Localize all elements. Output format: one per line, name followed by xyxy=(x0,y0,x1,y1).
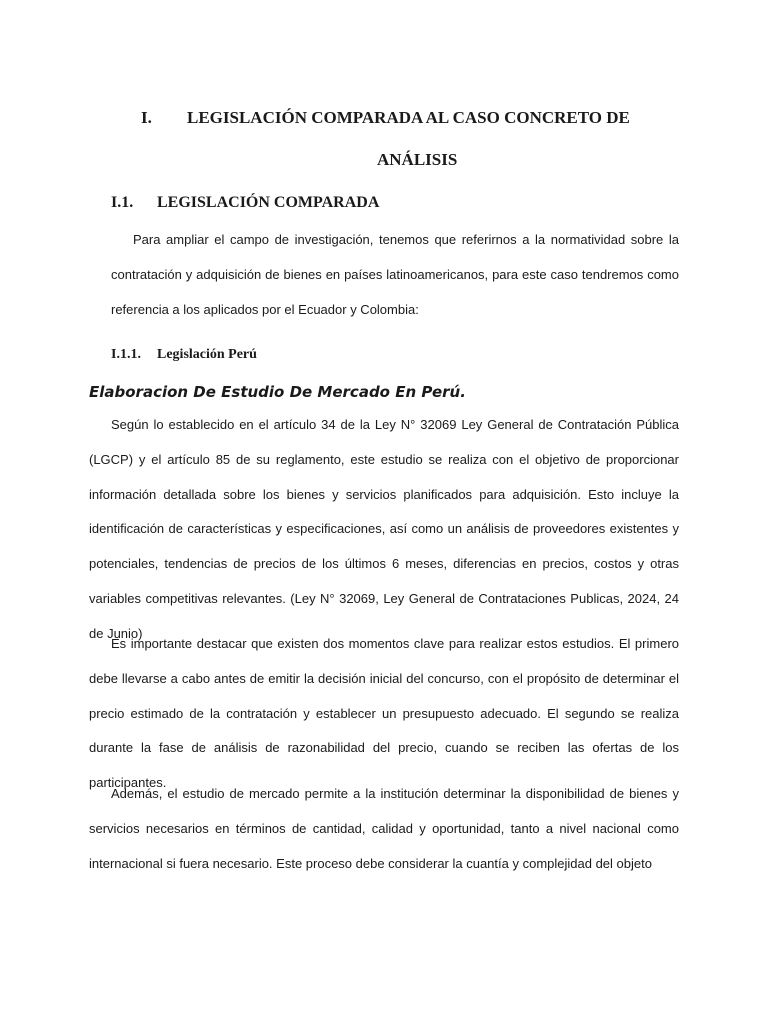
heading1-title-line2: ANÁLISIS xyxy=(377,150,458,169)
heading3-title: Legislación Perú xyxy=(157,347,257,362)
body-paragraph-1: Según lo establecido en el artículo 34 de la Ley N° 32069 Ley General de Contratación Pública (LGCP) y el artículo 85 de su reglamento, este estudio se realiza con el objetivo de proporcionar información detallada sobre los bienes y servicios planificados para adquisición. Esto incluye la identificación de características y especificaciones, así como un análisis de proveedores existentes y potenciales, tendencias de precios de los últimos 6 meses, diferencias en precios, costos y otras variables competitivas relevantes. (Ley N° 32069, Ley General de Contrataciones Publicas, 2024, 24 de Junio) xyxy=(89,417,679,641)
heading1-title-line1: LEGISLACIÓN COMPARADA AL CASO CONCRETO DE xyxy=(187,108,630,127)
heading1-number: I. xyxy=(141,108,152,127)
heading2-number: I.1. xyxy=(111,194,134,211)
heading4-title: Elaboracion De Estudio De Mercado En Perú. xyxy=(89,383,466,401)
body-paragraph-2: Es importante destacar que existen dos momentos clave para realizar estos estudios. El primero debe llevarse a cabo antes de emitir la decisión inicial del concurso, con el propósito de determinar el precio estimado de la contratación y establecer un presupuesto adecuado. El segundo se realiza durante la fase de análisis de razonabilidad del precio, cuando se reciben las ofertas de los participantes. xyxy=(89,636,679,791)
heading3-number: I.1.1. xyxy=(111,347,141,362)
body-paragraph-3: Además, el estudio de mercado permite a la institución determinar la disponibilidad de bienes y servicios necesarios en términos de cantidad, calidad y oportunidad, tanto a nivel nacional como internacional si fuera necesario. Este proceso debe considerar la cuantía y complejidad del objeto xyxy=(89,786,679,871)
heading2-title: LEGISLACIÓN COMPARADA xyxy=(157,194,380,211)
intro-paragraph: Para ampliar el campo de investigación, tenemos que referirnos a la normatividad sobre la contratación y adquisición de bienes en países latinoamericanos, para este caso tendremos como referencia a los aplicados por el Ecuador y Colombia: xyxy=(111,232,679,317)
